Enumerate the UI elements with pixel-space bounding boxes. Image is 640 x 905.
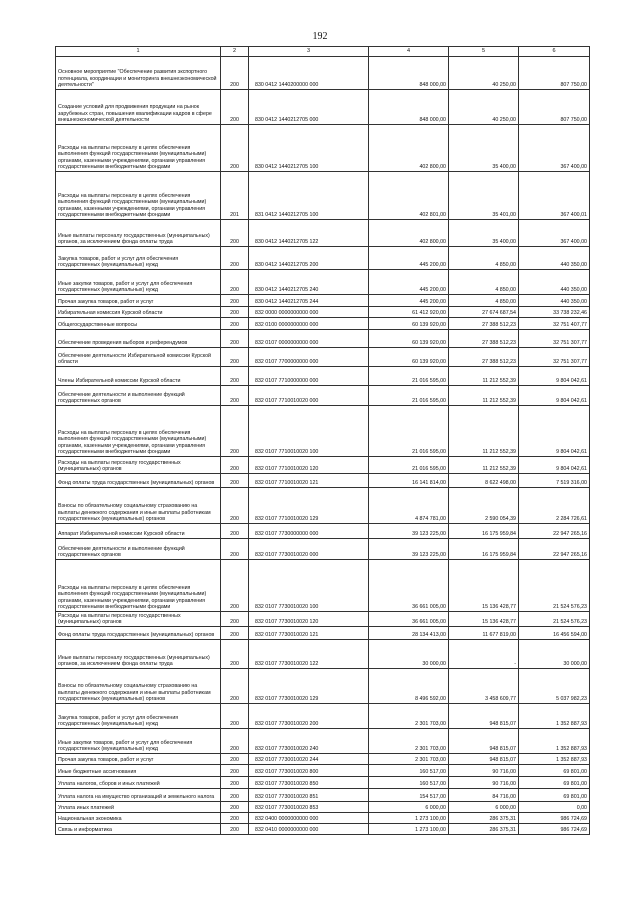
row-remaining-cell: 69 801,00 [519,789,590,802]
row-classification-cell: 832 0107 7710010020 129 [249,488,369,524]
row-name-cell: Обеспечение деятельности и выполнение функций государственных органов [56,539,221,560]
row-executed-cell: 2 590 054,39 [449,488,519,524]
row-executed-cell: 27 388 512,23 [449,330,519,348]
row-approved-cell: 1 273 100,00 [369,824,449,835]
table-row [56,669,590,704]
row-executed-cell: 35 401,00 [449,172,519,220]
row-approved-cell: 160 517,00 [369,765,449,777]
row-code-cell: 200 [221,612,249,627]
row-executed-cell: 11 212 552,39 [449,367,519,386]
row-code-cell: 200 [221,307,249,318]
row-approved-cell: 21 016 595,00 [369,457,449,474]
row-classification-cell: 832 0100 0000000000 000 [249,318,369,330]
row-approved-cell: 445 200,00 [369,247,449,270]
row-remaining-cell: 21 524 576,23 [519,560,590,612]
row-name-cell: Иные выплаты персоналу государственных (муниципальных) органов, за исключением фонда оплаты труда [56,640,221,669]
row-code-cell: 200 [221,669,249,704]
row-classification-cell: 830 0412 1440212705 244 [249,295,369,307]
row-classification-cell: 832 0000 0000000000 000 [249,307,369,318]
row-approved-cell: 402 800,00 [369,220,449,247]
row-approved-cell: 2 301 703,00 [369,704,449,729]
row-code-cell: 200 [221,824,249,835]
row-remaining-cell: 69 801,00 [519,765,590,777]
row-classification-cell: 830 0412 1440212705 000 [249,90,369,125]
row-code-cell: 200 [221,330,249,348]
row-classification-cell: 832 0107 7730010020 244 [249,754,369,765]
row-name-cell: Обеспечение деятельности Избирательной комиссии Курской области [56,348,221,367]
row-code-cell: 200 [221,90,249,125]
table-row [56,220,590,247]
row-remaining-cell: 21 524 576,23 [519,612,590,627]
row-classification-cell: 832 0107 7710010020 120 [249,457,369,474]
row-approved-cell: 160 517,00 [369,777,449,789]
row-executed-cell: 35 400,00 [449,125,519,172]
row-classification-cell: 830 0412 1440200000 000 [249,57,369,90]
row-code-cell: 200 [221,560,249,612]
row-classification-cell: 832 0107 7730010020 853 [249,802,369,813]
table-row [56,307,590,318]
row-executed-cell: 4 850,00 [449,247,519,270]
row-code-cell: 200 [221,524,249,539]
row-name-cell: Обеспечение проведения выборов и референдумов [56,330,221,348]
row-name-cell: Расходы на выплаты персоналу государственных (муниципальных) органов [56,612,221,627]
row-classification-cell: 830 0412 1440212705 240 [249,270,369,295]
table-row [56,813,590,824]
row-classification-cell: 832 0107 7700000000 000 [249,348,369,367]
column-header: 6 [519,47,590,57]
row-remaining-cell: 5 037 982,23 [519,669,590,704]
row-name-cell: Создание условий для продвижения продукции на рынок зарубежных стран, повышения квалификации кадров в сфере внешнеэкономической деятельности [56,90,221,125]
row-approved-cell: 402 801,00 [369,172,449,220]
row-remaining-cell: 2 284 726,61 [519,488,590,524]
budget-table-body [56,47,590,835]
row-name-cell: Расходы на выплаты персоналу государственных (муниципальных) органов [56,457,221,474]
row-name-cell: Взносы по обязательному социальному страхованию на выплаты денежного содержания и иные выплаты работникам государственных (муниципальных) органов [56,669,221,704]
column-header: 2 [221,47,249,57]
row-approved-cell: 848 000,00 [369,57,449,90]
table-row [56,488,590,524]
row-approved-cell: 36 661 005,00 [369,612,449,627]
row-code-cell: 200 [221,802,249,813]
row-name-cell: Иные бюджетные ассигнования [56,765,221,777]
row-classification-cell: 832 0107 7730010020 120 [249,612,369,627]
row-remaining-cell: 367 400,00 [519,220,590,247]
row-classification-cell: 832 0107 7730010020 850 [249,777,369,789]
row-executed-cell: 948 815,07 [449,729,519,754]
row-approved-cell: 4 874 781,00 [369,488,449,524]
table-row [56,612,590,627]
row-remaining-cell: 22 947 265,16 [519,539,590,560]
column-header: 5 [449,47,519,57]
row-name-cell: Закупка товаров, работ и услуг для обеспечения государственных (муниципальных) нужд [56,704,221,729]
row-code-cell: 200 [221,813,249,824]
row-executed-cell: 84 716,00 [449,789,519,802]
row-classification-cell: 830 0412 1440212705 200 [249,247,369,270]
row-classification-cell: 830 0412 1440212705 122 [249,220,369,247]
table-row [56,318,590,330]
row-remaining-cell: 32 751 307,77 [519,348,590,367]
row-approved-cell: 21 016 595,00 [369,386,449,406]
row-name-cell: Прочая закупка товаров, работ и услуг [56,754,221,765]
row-executed-cell: 27 674 687,54 [449,307,519,318]
table-row [56,295,590,307]
row-remaining-cell: 986 724,69 [519,813,590,824]
row-classification-cell: 832 0107 0000000000 000 [249,330,369,348]
row-code-cell: 200 [221,640,249,669]
row-executed-cell: 11 212 552,39 [449,457,519,474]
row-approved-cell: 39 123 225,00 [369,539,449,560]
table-row [56,457,590,474]
row-name-cell: Расходы на выплаты персоналу в целях обеспечения выполнения функций государственными (муниципальными) органами, казенными учреждениями, органами управления государственными внебюджетными фондами [56,172,221,220]
row-approved-cell: 16 141 814,00 [369,474,449,488]
row-remaining-cell: 69 801,00 [519,777,590,789]
row-code-cell: 200 [221,729,249,754]
row-name-cell: Закупка товаров, работ и услуг для обеспечения государственных (муниципальных) нужд [56,247,221,270]
row-classification-cell: 832 0107 7730000000 000 [249,524,369,539]
row-approved-cell: 1 273 100,00 [369,813,449,824]
row-code-cell: 200 [221,488,249,524]
row-executed-cell: 8 622 498,00 [449,474,519,488]
row-classification-cell: 832 0107 7730010020 200 [249,704,369,729]
row-name-cell: Расходы на выплаты персоналу в целях обеспечения выполнения функций государственными (муниципальными) органами, казенными учреждениями, органами управления государственными внебюджетными фондами [56,406,221,457]
row-classification-cell: 832 0107 7710010020 100 [249,406,369,457]
row-approved-cell: 30 000,00 [369,640,449,669]
row-approved-cell: 402 800,00 [369,125,449,172]
row-classification-cell: 832 0107 7730010020 800 [249,765,369,777]
table-row [56,754,590,765]
row-code-cell: 200 [221,754,249,765]
row-code-cell: 200 [221,270,249,295]
table-row [56,539,590,560]
row-executed-cell: 286 375,31 [449,824,519,835]
row-remaining-cell: 9 804 042,61 [519,406,590,457]
row-name-cell: Расходы на выплаты персоналу в целях обеспечения выполнения функций государственными (муниципальными) органами, казенными учреждениями, органами управления государственными внебюджетными фондами [56,560,221,612]
row-classification-cell: 832 0107 7730010020 122 [249,640,369,669]
row-executed-cell: 15 136 428,77 [449,560,519,612]
row-classification-cell: 832 0107 7730010020 100 [249,560,369,612]
table-row [56,560,590,612]
table-row [56,247,590,270]
row-code-cell: 200 [221,386,249,406]
row-executed-cell: 4 850,00 [449,295,519,307]
table-row [56,729,590,754]
table-row [56,627,590,640]
row-approved-cell: 28 134 413,00 [369,627,449,640]
row-remaining-cell: 1 352 887,93 [519,729,590,754]
row-remaining-cell: 32 751 407,77 [519,318,590,330]
row-remaining-cell: 0,00 [519,802,590,813]
row-executed-cell: 948 815,07 [449,754,519,765]
row-executed-cell: 16 175 959,84 [449,539,519,560]
table-row [56,172,590,220]
row-code-cell: 200 [221,474,249,488]
row-remaining-cell: 9 804 042,61 [519,367,590,386]
row-code-cell: 200 [221,789,249,802]
row-approved-cell: 60 139 920,00 [369,348,449,367]
row-remaining-cell: 22 947 265,16 [519,524,590,539]
row-name-cell: Уплата налога на имущество организаций и земельного налога [56,789,221,802]
table-row [56,640,590,669]
row-code-cell: 200 [221,57,249,90]
row-classification-cell: 832 0107 7710010020 000 [249,386,369,406]
table-row [56,524,590,539]
row-remaining-cell: 9 804 042,61 [519,457,590,474]
row-classification-cell: 832 0107 7730010020 129 [249,669,369,704]
row-remaining-cell: 9 804 042,61 [519,386,590,406]
row-classification-cell: 832 0400 0000000000 000 [249,813,369,824]
row-executed-cell: 90 716,00 [449,765,519,777]
row-executed-cell: 35 400,00 [449,220,519,247]
row-executed-cell: 3 458 609,77 [449,669,519,704]
budget-table [55,46,590,835]
column-header: 1 [56,47,221,57]
row-executed-cell: 948 815,07 [449,704,519,729]
table-row [56,704,590,729]
row-approved-cell: 2 301 703,00 [369,729,449,754]
row-approved-cell: 6 000,00 [369,802,449,813]
table-row [56,802,590,813]
row-approved-cell: 445 200,00 [369,270,449,295]
row-classification-cell: 832 0107 7730010020 121 [249,627,369,640]
row-executed-cell: 16 175 959,84 [449,524,519,539]
row-remaining-cell: 986 724,69 [519,824,590,835]
row-code-cell: 200 [221,627,249,640]
row-approved-cell: 154 517,00 [369,789,449,802]
row-executed-cell: 15 136 428,77 [449,612,519,627]
row-code-cell: 200 [221,318,249,330]
row-name-cell: Фонд оплаты труда государственных (муниципальных) органов [56,474,221,488]
row-remaining-cell: 807 750,00 [519,90,590,125]
row-executed-cell: 40 250,00 [449,90,519,125]
row-name-cell: Расходы на выплаты персоналу в целях обеспечения выполнения функций государственными (муниципальными) органами, казенными учреждениями, органами управления государственными внебюджетными фондами [56,125,221,172]
row-code-cell: 200 [221,765,249,777]
row-remaining-cell: 16 456 594,00 [519,627,590,640]
row-executed-cell: 11 212 552,39 [449,386,519,406]
row-executed-cell: 286 375,31 [449,813,519,824]
row-classification-cell: 831 0412 1440212705 100 [249,172,369,220]
table-row [56,777,590,789]
row-approved-cell: 36 661 005,00 [369,560,449,612]
table-header-row [56,47,590,57]
table-row [56,270,590,295]
row-name-cell: Аппарат Избирательной комиссии Курской области [56,524,221,539]
row-remaining-cell: 30 000,00 [519,640,590,669]
row-code-cell: 201 [221,172,249,220]
row-name-cell: Прочая закупка товаров, работ и услуг [56,295,221,307]
table-row [56,824,590,835]
row-remaining-cell: 440 350,00 [519,295,590,307]
table-row [56,330,590,348]
row-executed-cell: 27 388 512,23 [449,348,519,367]
row-approved-cell: 61 412 920,00 [369,307,449,318]
row-executed-cell: 90 716,00 [449,777,519,789]
row-remaining-cell: 1 352 887,93 [519,754,590,765]
row-code-cell: 200 [221,406,249,457]
row-executed-cell: 11 212 552,39 [449,406,519,457]
row-executed-cell: - [449,640,519,669]
row-name-cell: Связь и информатика [56,824,221,835]
row-approved-cell: 21 016 595,00 [369,367,449,386]
row-classification-cell: 832 0107 7710010020 121 [249,474,369,488]
table-row [56,348,590,367]
row-remaining-cell: 367 400,01 [519,172,590,220]
row-name-cell: Взносы по обязательному социальному страхованию на выплаты денежного содержания и иные выплаты работникам государственных (муниципальных) органов [56,488,221,524]
row-executed-cell: 4 850,00 [449,270,519,295]
row-code-cell: 200 [221,247,249,270]
row-executed-cell: 11 677 819,00 [449,627,519,640]
row-name-cell: Общегосударственные вопросы [56,318,221,330]
row-executed-cell: 6 000,00 [449,802,519,813]
column-header: 3 [249,47,369,57]
row-classification-cell: 830 0412 1440212705 100 [249,125,369,172]
table-row [56,386,590,406]
row-code-cell: 200 [221,125,249,172]
row-name-cell: Уплата иных платежей [56,802,221,813]
table-row [56,406,590,457]
row-code-cell: 200 [221,539,249,560]
row-code-cell: 200 [221,777,249,789]
row-approved-cell: 60 139 920,00 [369,318,449,330]
row-remaining-cell: 807 750,00 [519,57,590,90]
row-approved-cell: 8 496 592,00 [369,669,449,704]
row-name-cell: Основное мероприятие "Обеспечение развития экспортного потенциала, координации и мониторинга внешнеэкономической деятельности" [56,57,221,90]
row-remaining-cell: 1 352 887,93 [519,704,590,729]
row-code-cell: 200 [221,367,249,386]
table-row [56,57,590,90]
row-classification-cell: 832 0410 0000000000 000 [249,824,369,835]
row-remaining-cell: 440 350,00 [519,247,590,270]
row-name-cell: Уплата налогов, сборов и иных платежей [56,777,221,789]
row-approved-cell: 2 301 703,00 [369,754,449,765]
row-remaining-cell: 33 738 232,46 [519,307,590,318]
row-remaining-cell: 367 400,00 [519,125,590,172]
row-code-cell: 200 [221,220,249,247]
row-remaining-cell: 32 751 307,77 [519,330,590,348]
row-code-cell: 200 [221,295,249,307]
row-approved-cell: 445 200,00 [369,295,449,307]
row-code-cell: 200 [221,704,249,729]
row-approved-cell: 848 000,00 [369,90,449,125]
row-approved-cell: 39 123 225,00 [369,524,449,539]
row-approved-cell: 60 139 920,00 [369,330,449,348]
row-classification-cell: 832 0107 7730010020 240 [249,729,369,754]
table-row [56,474,590,488]
row-name-cell: Фонд оплаты труда государственных (муниципальных) органов [56,627,221,640]
row-executed-cell: 27 388 512,23 [449,318,519,330]
table-row [56,125,590,172]
row-remaining-cell: 7 519 316,00 [519,474,590,488]
row-name-cell: Иные закупки товаров, работ и услуг для обеспечения государственных (муниципальных) нужд [56,270,221,295]
row-classification-cell: 832 0107 7730010020 851 [249,789,369,802]
table-row [56,90,590,125]
page-number: 192 [312,31,328,42]
row-classification-cell: 832 0107 7710000000 000 [249,367,369,386]
row-name-cell: Обеспечение деятельности и выполнение функций государственных органов [56,386,221,406]
row-name-cell: Национальная экономика [56,813,221,824]
row-name-cell: Иные закупки товаров, работ и услуг для обеспечения государственных (муниципальных) нужд [56,729,221,754]
row-code-cell: 200 [221,457,249,474]
row-executed-cell: 40 250,00 [449,57,519,90]
row-name-cell: Избирательная комиссия Курской области [56,307,221,318]
row-name-cell: Члены Избирательной комиссии Курской области [56,367,221,386]
column-header: 4 [369,47,449,57]
row-code-cell: 200 [221,348,249,367]
table-row [56,789,590,802]
row-approved-cell: 21 016 595,00 [369,406,449,457]
row-remaining-cell: 440 350,00 [519,270,590,295]
row-name-cell: Иные выплаты персоналу государственных (муниципальных) органов, за исключением фонда оплаты труда [56,220,221,247]
row-classification-cell: 832 0107 7730010020 000 [249,539,369,560]
table-row [56,367,590,386]
table-row [56,765,590,777]
